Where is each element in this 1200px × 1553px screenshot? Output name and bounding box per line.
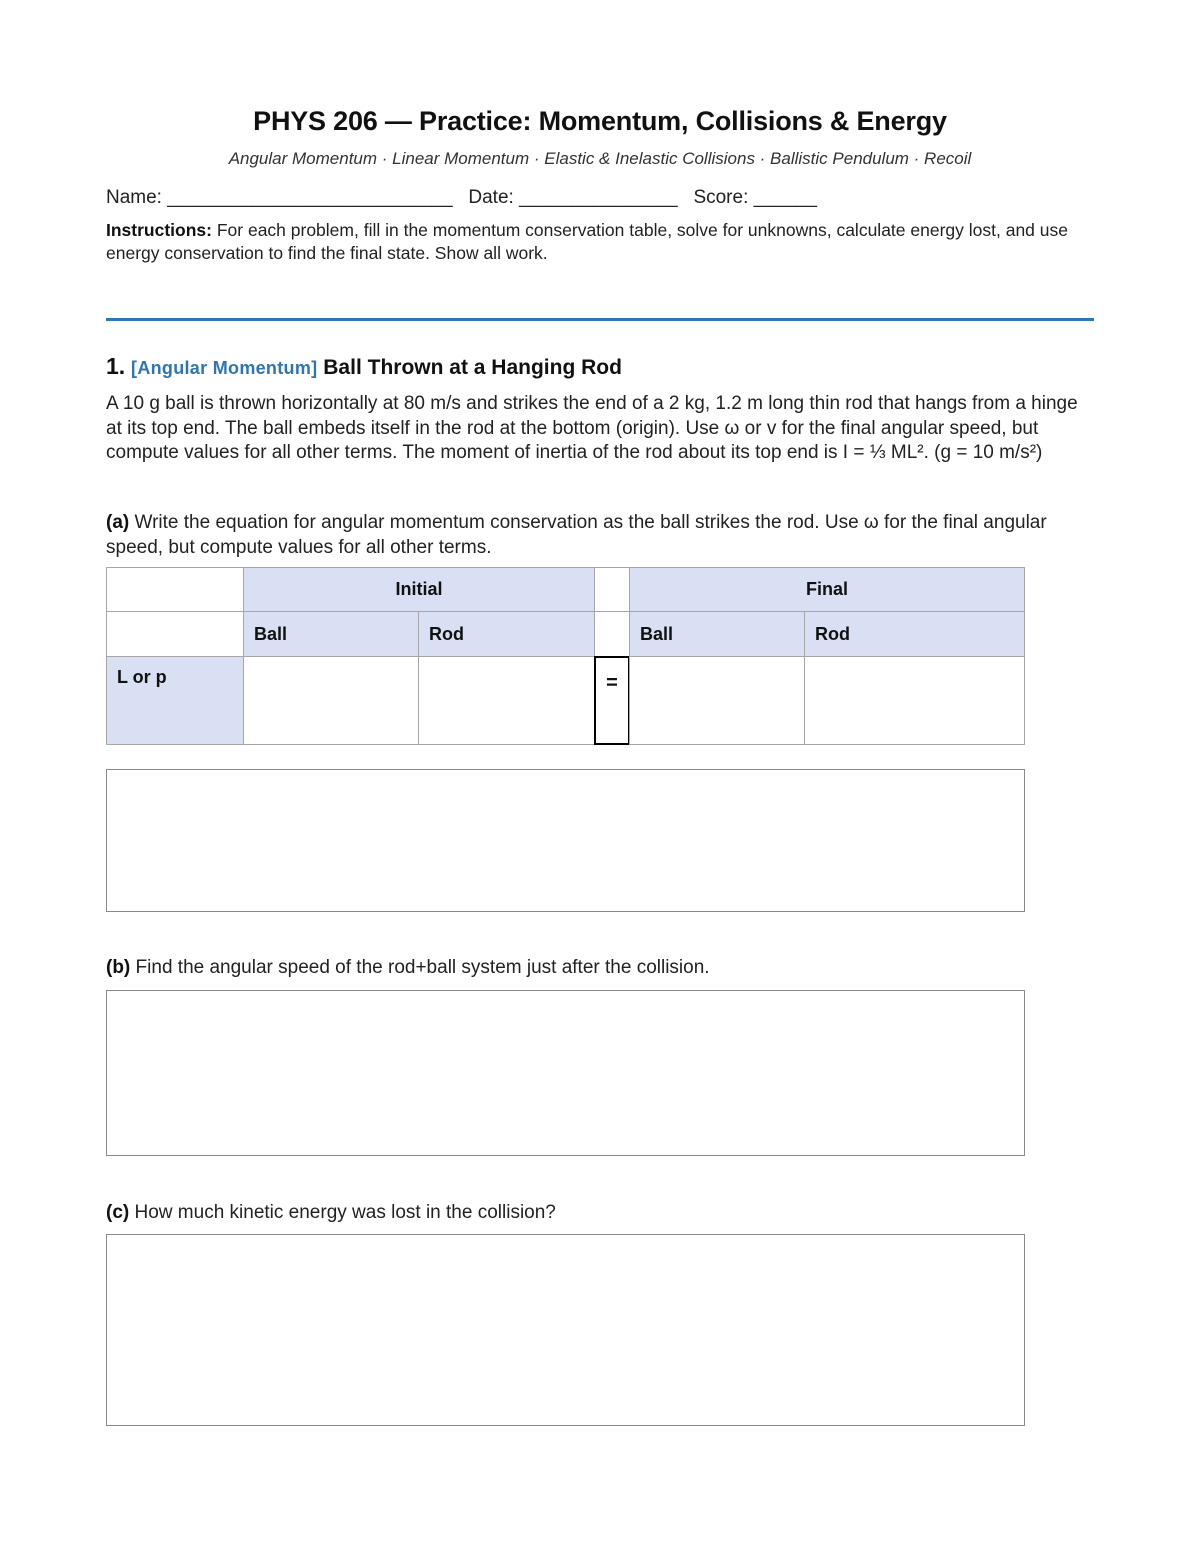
student-info-line (106, 187, 1094, 209)
problem-heading (106, 353, 1094, 380)
problem-number: 1. (106, 353, 126, 379)
score-field[interactable]: Score: ______ (693, 187, 818, 208)
part-c-label: (c) (106, 1202, 130, 1223)
final-rod-header: Rod (804, 611, 1025, 657)
part-a-prompt (106, 511, 1081, 560)
problem-title: Ball Thrown at a Hanging Rod (323, 356, 622, 379)
final-ball-input[interactable] (629, 656, 805, 745)
instructions-label: Instructions: (106, 220, 212, 240)
spacer-cell (594, 611, 630, 657)
final-header: Final (629, 567, 1025, 612)
table-corner-cell (106, 611, 244, 657)
spacer-cell (594, 567, 630, 612)
section-divider (106, 318, 1094, 321)
initial-ball-input[interactable] (243, 656, 419, 745)
initial-rod-header: Rod (418, 611, 595, 657)
initial-header: Initial (243, 567, 595, 612)
part-a-label: (a) (106, 512, 130, 533)
part-b-answer-box[interactable] (106, 990, 1025, 1156)
name-field[interactable]: Name: ___________________________ (106, 187, 453, 208)
part-b-prompt (106, 957, 1081, 979)
initial-ball-header: Ball (243, 611, 419, 657)
date-field[interactable]: Date: _______________ (468, 187, 678, 208)
part-b-text: Find the angular speed of the rod+ball system just after the collision. (130, 957, 710, 978)
instructions (106, 219, 1081, 265)
page-subtitle: Angular Momentum · Linear Momentum · Elastic & Inelastic Collisions · Ballistic Pendulum · Recoil (228, 149, 972, 168)
equals-sign: = (594, 656, 630, 745)
initial-rod-input[interactable] (418, 656, 595, 745)
problem-tag: [Angular Momentum] (131, 358, 318, 378)
problem-statement: A 10 g ball is thrown horizontally at 80 m/s and strikes the end of a 2 kg, 1.2 m long thin rod that hangs from a hinge at its top end. The ball embeds itself in the rod at the bottom (origin). Use ω or v for the final angular speed, but compute values for all other terms. The moment of inertia of the rod about its top end is I = ⅓ ML². (g = 10 m/s²) (106, 393, 1078, 463)
row-label-l-or-p: L or p (106, 656, 244, 745)
part-c-prompt (106, 1202, 1081, 1224)
final-ball-header: Ball (629, 611, 805, 657)
final-rod-input[interactable] (804, 656, 1025, 745)
part-a-text: Write the equation for angular momentum conservation as the ball strikes the rod. Use ω for the final angular speed, but compute values for all other terms. (106, 512, 1047, 558)
part-c-answer-box[interactable] (106, 1234, 1025, 1426)
table-corner-cell (106, 567, 244, 612)
part-b-label: (b) (106, 957, 131, 978)
part-c-text: How much kinetic energy was lost in the collision? (129, 1202, 556, 1223)
page-title: PHYS 206 — Practice: Momentum, Collisions & Energy (253, 106, 947, 136)
instructions-text: For each problem, fill in the momentum conservation table, solve for unknowns, calculate energy lost, and use energy conservation to find the final state. Show all work. (106, 220, 1068, 263)
momentum-table (106, 567, 1025, 745)
part-a-answer-box[interactable] (106, 769, 1025, 912)
